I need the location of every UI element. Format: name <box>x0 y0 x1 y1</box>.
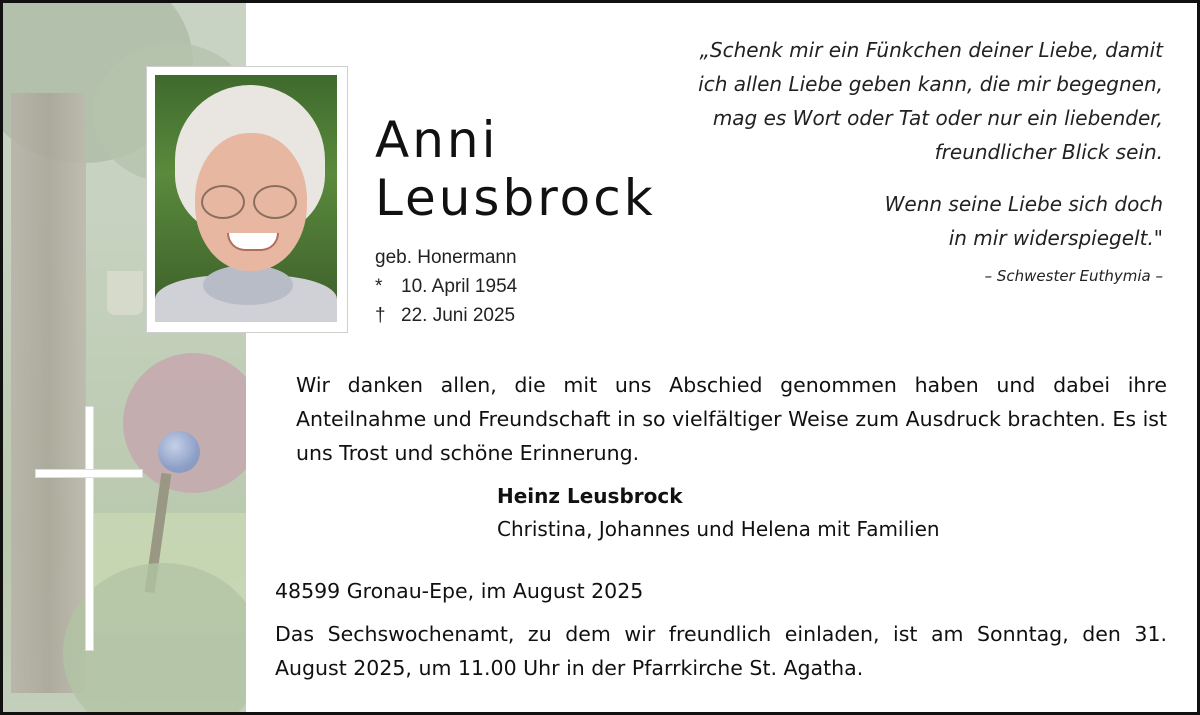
birth-row <box>375 272 517 301</box>
quote-line: in mir widerspiegelt." <box>948 226 1163 250</box>
maiden-name: geb. Honermann <box>375 247 517 268</box>
birth-symbol: * <box>375 276 383 297</box>
cross-icon <box>85 406 94 651</box>
life-dates <box>375 243 517 330</box>
quote-line: ich allen Liebe geben kann, die mir begegnen, <box>698 72 1163 96</box>
portrait-frame <box>146 66 348 333</box>
portrait-photo <box>155 75 337 322</box>
signers <box>497 480 940 546</box>
quote-line: freundlicher Blick sein. <box>934 140 1163 164</box>
hanging-pot <box>107 271 143 315</box>
quote-line: mag es Wort oder Tat oder nur ein liebender, <box>712 106 1163 130</box>
quote-author: – Schwester Euthymia – <box>984 267 1163 285</box>
quote-line: „Schenk mir ein Fünkchen deiner Liebe, damit <box>699 38 1163 62</box>
other-signers: Christina, Johannes und Helena mit Familien <box>497 517 940 541</box>
main-signer: Heinz Leusbrock <box>497 484 683 508</box>
last-name: Leusbrock <box>375 169 656 227</box>
garden-globe <box>158 431 200 473</box>
place-date: 48599 Gronau-Epe, im August 2025 <box>275 579 644 603</box>
service-notice: Das Sechswochenamt, zu dem wir freundlich einladen, ist am Sonntag, den 31. August 2025, um 11.00 Uhr in der Pfarrkirche St. Agatha. <box>275 622 1167 680</box>
death-date: 22. Juni 2025 <box>401 305 516 326</box>
tree-trunk <box>11 93 86 693</box>
death-row <box>375 301 517 330</box>
thanks-text: Wir danken allen, die mit uns Abschied genommen haben und dabei ihre Anteilnahme und Freundschaft in so vielfältiger Weise zum Ausdruck brachten. Es ist uns Trost und schöne Erinnerung. <box>296 373 1167 465</box>
quote-line: Wenn seine Liebe sich doch <box>884 192 1163 216</box>
first-name: Anni <box>375 111 499 169</box>
birth-date: 10. April 1954 <box>401 276 518 297</box>
death-symbol: † <box>375 305 386 326</box>
memorial-quote <box>603 33 1163 255</box>
cross-icon-bar <box>35 469 143 478</box>
